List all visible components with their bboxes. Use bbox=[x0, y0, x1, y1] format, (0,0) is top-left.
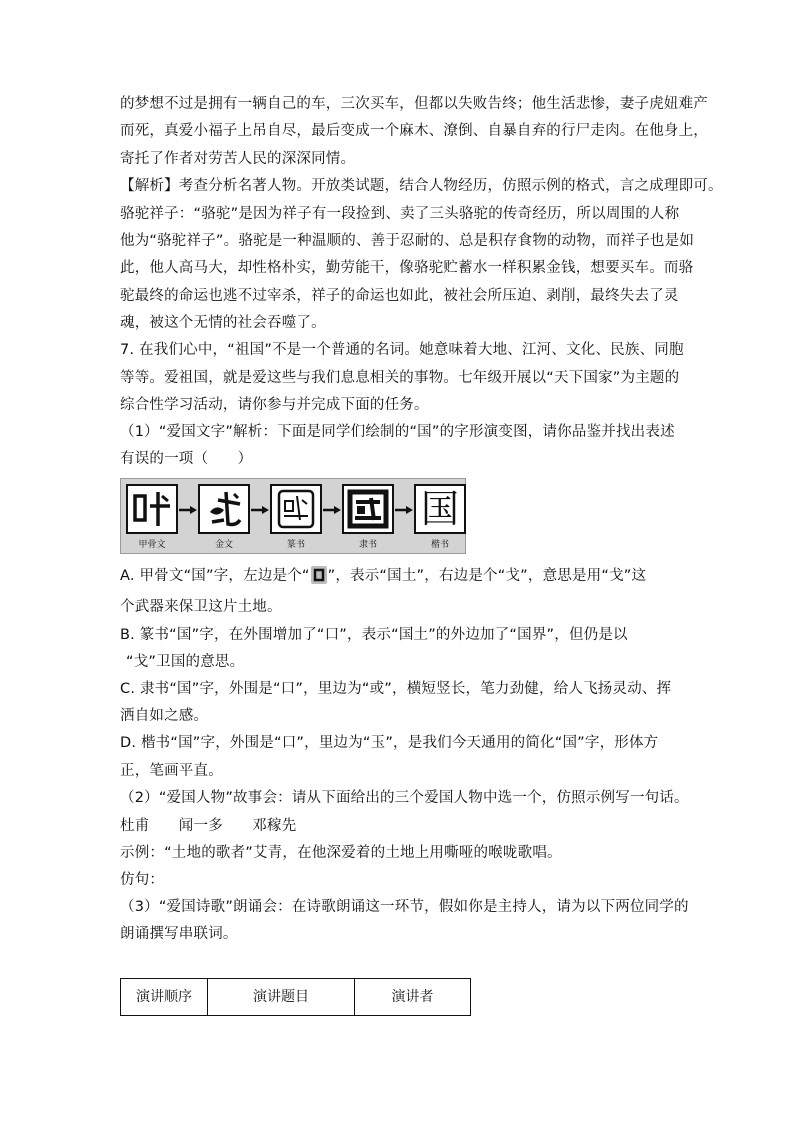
header-order: 演讲顺序 bbox=[121, 979, 208, 1016]
option-d-line-2: 正，笔画平直。 bbox=[120, 763, 223, 779]
analysis-line-6: 魂，被这个无情的社会吞噬了。 bbox=[120, 315, 326, 331]
arrow-icon bbox=[251, 506, 269, 514]
arrow-icon bbox=[395, 506, 413, 514]
answer-line-2: 而死，真爱小福子上吊自尽，最后变成一个麻木、潦倒、自暴自弃的行尸走肉。在他身上， bbox=[120, 123, 708, 139]
option-a-line-1 bbox=[120, 566, 646, 586]
option-a-text-end: ”，表示“国土”，右边是个“戈”，意思是用“戈”这 bbox=[327, 568, 647, 584]
caption-bronze: 金文 bbox=[214, 540, 233, 550]
caption-clerical: 隶书 bbox=[358, 540, 377, 550]
question-7-line-3: 综合性学习活动，请你参与并完成下面的任务。 bbox=[120, 397, 429, 413]
analysis-line-4: 此，他人高马大，却性格朴实，勤劳能干，像骆驼贮蓄水一样积累金钱，想要买车。而骆 bbox=[120, 260, 694, 276]
question-7-line-1: 7. 在我们心中，“祖国”不是一个普通的名词。她意味着大地、江河、文化、民族、同胞 bbox=[120, 342, 684, 358]
imitation-prompt: 仿句： bbox=[120, 872, 165, 888]
caption-regular: 楷书 bbox=[430, 540, 449, 550]
option-d-line-1: D. 楷书“国”字，外围是“口”，里边为“玉”，是我们今天通用的简化“国”字，形体方 bbox=[120, 735, 659, 751]
oracle-bone-glyph bbox=[126, 484, 178, 534]
option-a-line-2: 个武器来保卫这片土地。 bbox=[120, 599, 282, 615]
seal-script-glyph bbox=[270, 484, 322, 534]
subquestion-3-line-1: （3）“爱国诗歌”朗诵会：在诗歌朗诵这一环节，假如你是主持人，请为以下两位同学的 bbox=[120, 899, 689, 915]
subquestion-2: （2）“爱国人物”故事会：请从下面给出的三个爱国人物中选一个，仿照示例写一句话。 bbox=[120, 790, 689, 806]
answer-line-1: 的梦想不过是拥有一辆自己的车，三次买车，但都以失败告终；他生活悲惨，妻子虎妞难产 bbox=[120, 96, 708, 112]
arrow-icon bbox=[323, 506, 341, 514]
guo-evolution-figure bbox=[120, 478, 466, 554]
bronze-inscription-glyph bbox=[198, 484, 250, 534]
answer-line-3: 寄托了作者对劳苦人民的深深同情。 bbox=[120, 151, 356, 167]
header-speaker: 演讲者 bbox=[355, 979, 471, 1016]
header-title: 演讲题目 bbox=[208, 979, 355, 1016]
option-c-line-1: C. 隶书“国”字，外围是“口”，里边为“或”，横短竖长，笔力劲健，给人飞扬灵动、挥 bbox=[120, 681, 672, 697]
patriot-names: 杜甫 闻一多 邓稼先 bbox=[120, 818, 297, 834]
caption-oracle-bone: 甲骨文 bbox=[138, 540, 166, 550]
option-b-line-1: B. 篆书“国”字，在外围增加了“口”，表示“国土”的外边加了“国界”，但仍是以 bbox=[120, 627, 628, 643]
subquestion-1-line-2: 有误的一项（ ） bbox=[120, 451, 253, 467]
question-7-line-2: 等等。爱祖国，就是爱这些与我们息息相关的事物。七年级开展以“天下国家”为主题的 bbox=[120, 370, 680, 386]
analysis-line-3: 他为“骆驼祥子”。骆驼是一种温顺的、善于忍耐的、总是积存食物的动物，而祥子也是如 bbox=[120, 233, 695, 249]
analysis-line-1: 【解析】考查分析名著人物。开放类试题，结合人物经历，仿照示例的格式，言之成理即可。 bbox=[120, 178, 723, 194]
caption-seal: 篆书 bbox=[286, 540, 305, 550]
analysis-line-2: 骆驼祥子：“骆驼”是因为祥子有一段捡到、卖了三头骆驼的传奇经历，所以周围的人称 bbox=[120, 206, 680, 222]
oracle-land-glyph-icon bbox=[311, 566, 327, 584]
arrow-icon bbox=[179, 506, 197, 514]
regular-script-glyph: 国 bbox=[414, 484, 466, 534]
subquestion-1-line-1: （1）“爱国文字”解析：下面是同学们绘制的“国”的字形演变图，请你品鉴并找出表述 bbox=[120, 424, 675, 440]
option-b-line-2: “戈”卫国的意思。 bbox=[126, 654, 245, 670]
speech-order-table bbox=[120, 978, 471, 1016]
analysis-line-5: 驼最终的命运也逃不过宰杀，祥子的命运也如此，被社会所压迫、剥削，最终失去了灵 bbox=[120, 288, 679, 304]
example-sentence: 示例：“土地的歌者”艾青，在他深爱着的土地上用嘶哑的喉咙歌唱。 bbox=[120, 845, 562, 861]
option-a-text-start: A. 甲骨文“国”字，左边是个“ bbox=[120, 568, 310, 584]
subquestion-3-line-2: 朗诵撰写串联词。 bbox=[120, 926, 238, 942]
clerical-script-glyph bbox=[342, 484, 394, 534]
option-c-line-2: 洒自如之感。 bbox=[120, 708, 209, 724]
table-header-row bbox=[121, 979, 471, 1016]
